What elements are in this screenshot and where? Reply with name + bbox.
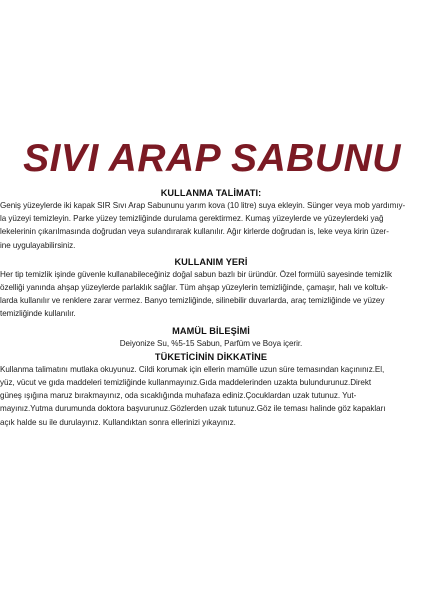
text-line: ine uygulayabilirsiniz. (0, 240, 76, 250)
composition-section (0, 325, 422, 350)
text-line: Kullanma talimatını mutlaka okuyunuz. Cildi korumak için ellerin mamülle uzun süre temasından kaçınınız.El, (0, 364, 385, 374)
text-line: Her tip temizlik işinde güvenle kullanabileceğiniz doğal sabun bazlı bir üründür. Özel formülü sayesinde temizlik (0, 269, 393, 279)
text-line: Deiyonize Su, %5-15 Sabun, Parfüm ve Boya içerir. (119, 338, 303, 348)
text-line: la yüzeyi temizleyin. Parke yüzey temizliğinde durulama gerektirmez. Kumaş yüzeylerde ve yüzeylerdeki yağ (0, 214, 384, 224)
product-title: SIVI ARAP SABUNU (23, 137, 401, 180)
text-line: larda kullanılır ve renklere zarar vermez. Banyo temizliğinde, silinebilir duvarlarda, araç temizliğinde ve yüzey (0, 296, 385, 306)
text-line: temizliğinde kullanılır. (0, 309, 76, 319)
consumer-warnings-heading: TÜKETİCİNİN DİKKATİNE (154, 351, 268, 362)
text-line: mayınız.Yutma durumunda doktora başvurunuz.Gözlerden uzak tutunuz.Göz ile teması halinde göz kapakları (0, 404, 386, 414)
consumer-warnings-text (0, 363, 422, 429)
text-line: güneş ışığına maruz bırakmayınız, oda sıcaklığında muhafaza ediniz.Çocuklardan uzak tutunuz. Yut- (0, 391, 357, 401)
text-line: lekelerinin çıkarılmasında doğrudan veya sulandırarak kullanılır. Ağır kirlerde doğrudan is, leke veya kirin üzer- (0, 227, 389, 237)
consumer-warnings-section (0, 351, 422, 429)
text-line: özelliği yanında ahşap yüzeylerde parlaklık sağlar. Tüm ahşap yüzeylerin temizliğinde, çamaşır, halı ve koltuk- (0, 283, 388, 293)
area-of-use-section (0, 256, 422, 321)
area-of-use-text (0, 268, 422, 321)
text-line: açık halde su ile durulayınız. Kullandıktan sonra ellerinizi yıkayınız. (0, 417, 236, 427)
label-content (0, 187, 424, 433)
text-line: Geniş yüzeylerde iki kapak SIR Sıvı Arap Sabununu yarım kova (10 litre) suya ekleyin. Sünger veya mob yardımıy- (0, 201, 406, 210)
area-of-use-heading: KULLANIM YERİ (174, 256, 248, 267)
usage-instructions-section (0, 187, 422, 252)
composition-heading: MAMÜL BİLEŞİMİ (172, 325, 250, 336)
composition-text (0, 337, 422, 350)
text-line: yüz, vücut ve gıda maddeleri temizliğinde kullanmayınız.Gıda maddelerinden uzakta bulundurunuz.Direkt (0, 378, 372, 388)
usage-instructions-heading: KULLANMA TALİMATI: (160, 188, 262, 198)
usage-instructions-text (0, 199, 422, 252)
